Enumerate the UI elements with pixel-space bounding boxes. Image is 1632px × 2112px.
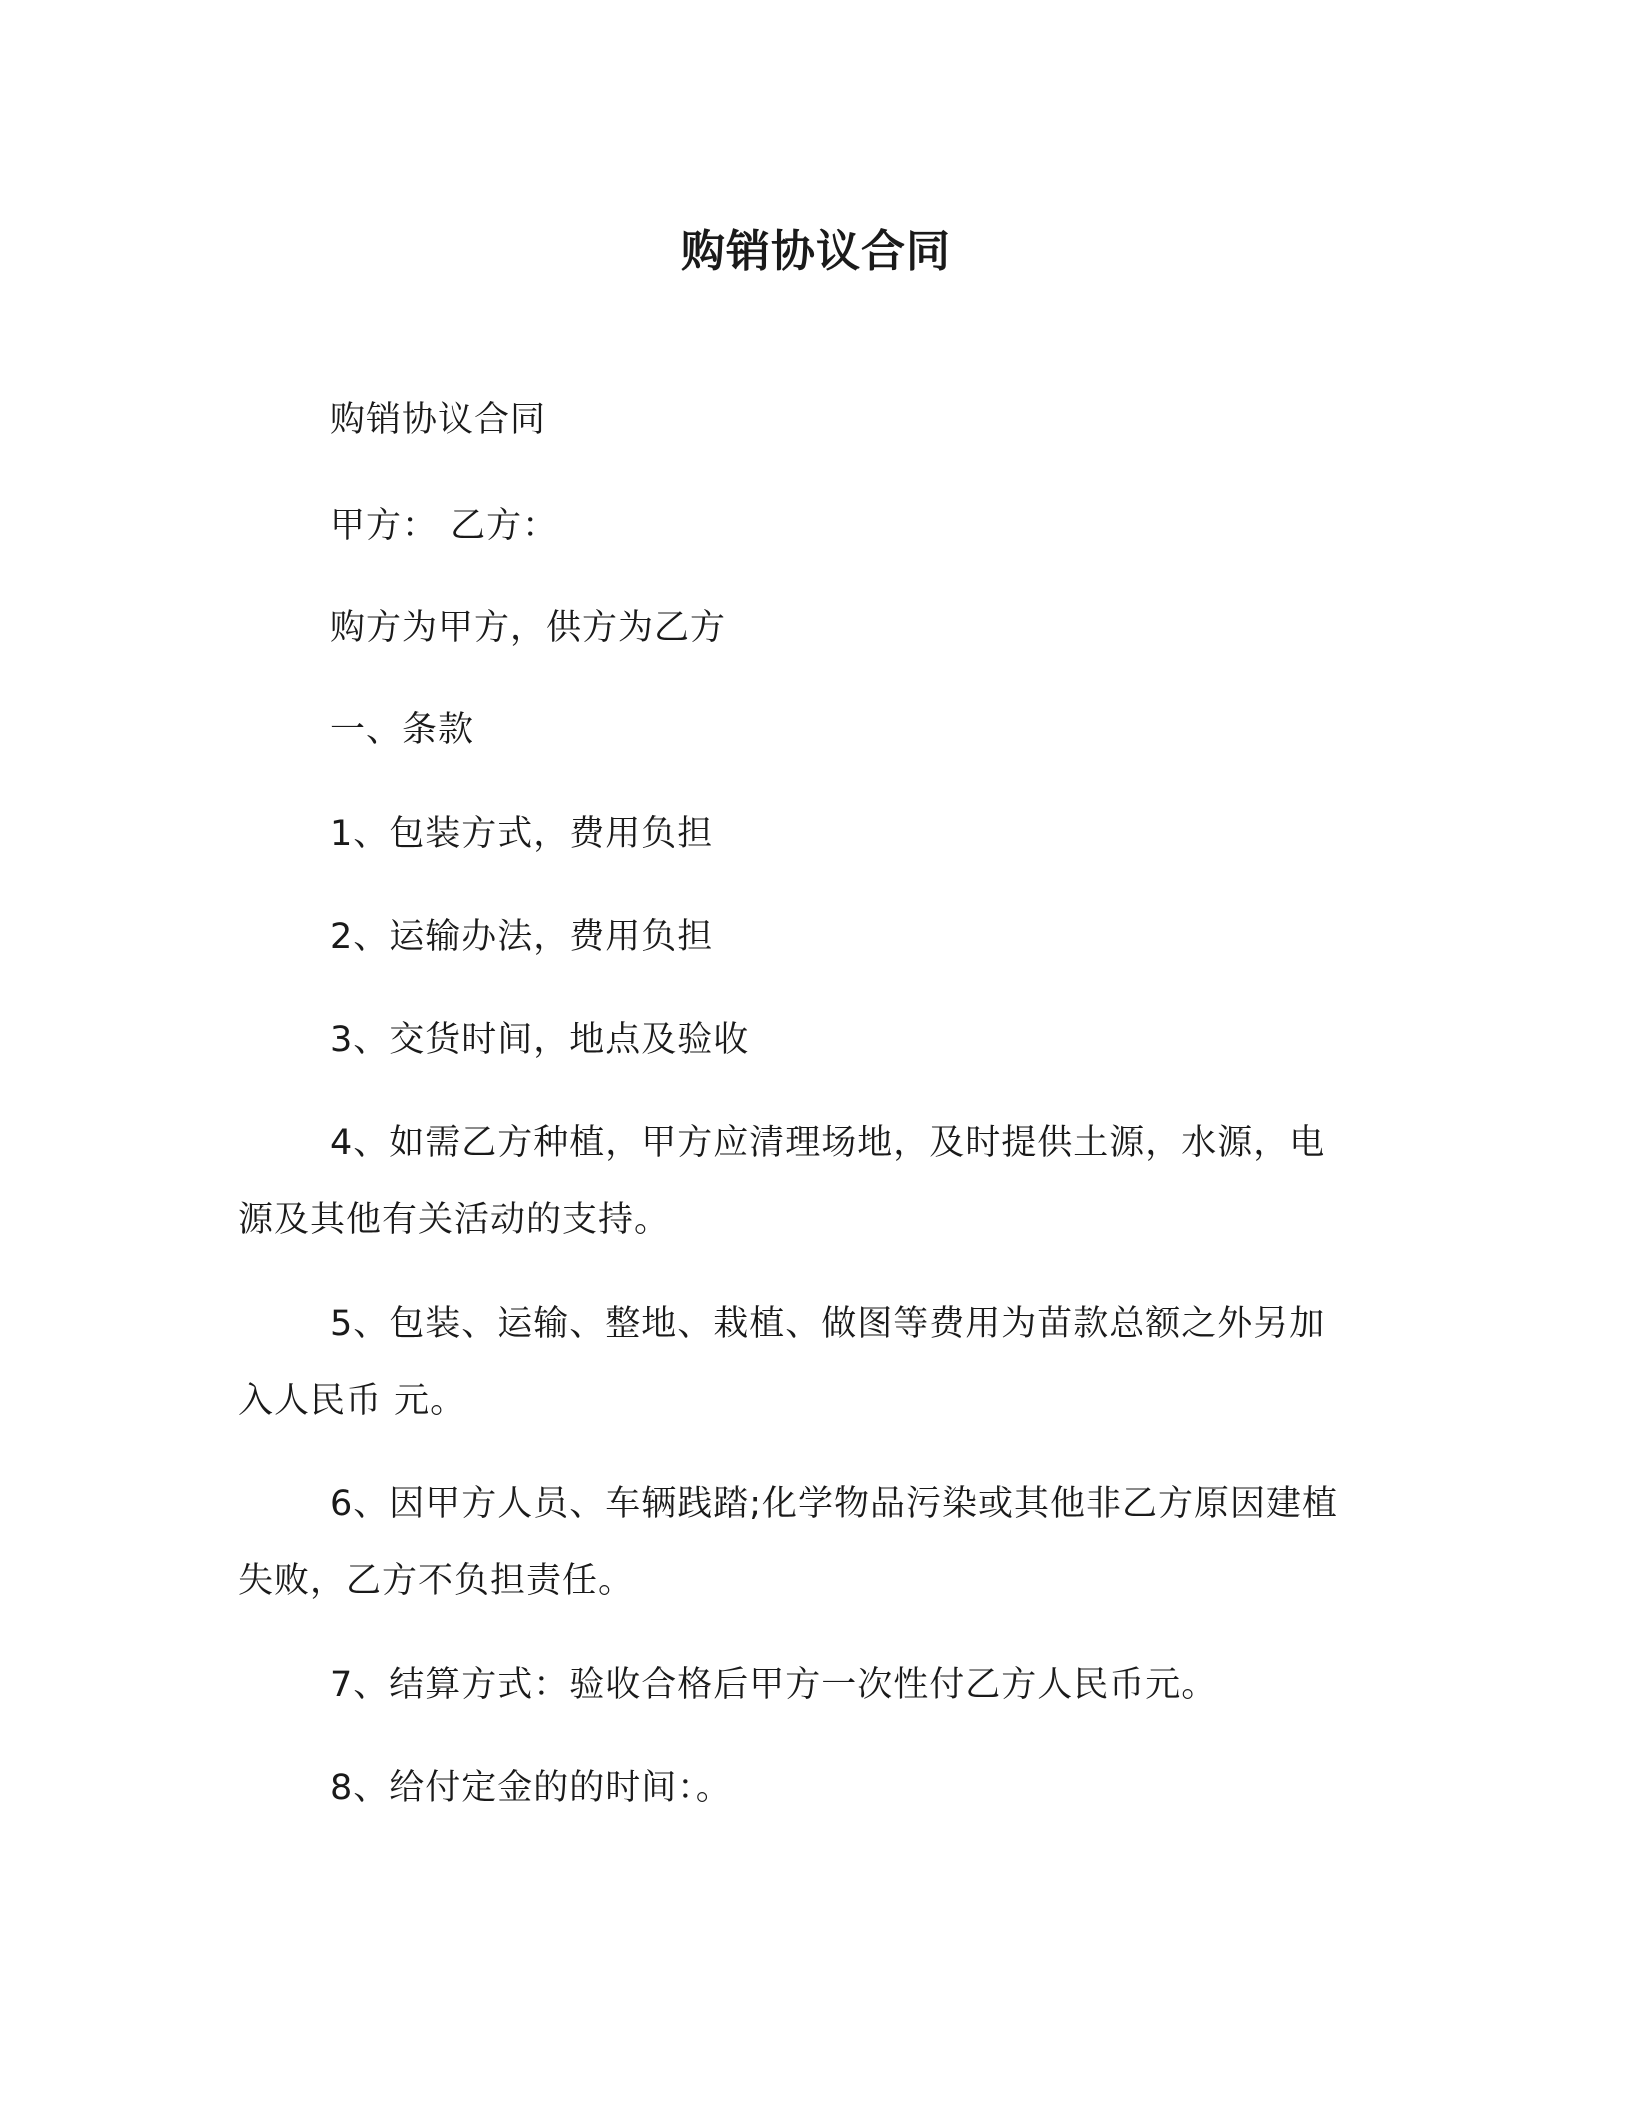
clause-1: 1、包装方式，费用负担 <box>330 814 714 854</box>
clause-2: 2、运输办法，费用负担 <box>330 917 714 957</box>
clause-5-line-1: 5、包装、运输、整地、栽植、做图等费用为苗款总额之外另加 <box>330 1304 1326 1344</box>
clause-4-line-1: 4、如需乙方种植，甲方应清理场地，及时提供土源，水源，电 <box>330 1123 1326 1163</box>
clause-6-line-2: 失败，乙方不负担责任。 <box>238 1561 635 1601</box>
clause-8: 8、给付定金的的时间：。 <box>330 1768 732 1808</box>
parties-line: 甲方： 乙方： <box>330 506 559 546</box>
clause-4-line-2: 源及其他有关活动的支持。 <box>238 1200 671 1240</box>
paragraph: 购方为甲方，供方为乙方 <box>330 608 727 648</box>
clause-3: 3、交货时间，地点及验收 <box>330 1020 750 1060</box>
paragraph: 购销协议合同 <box>330 400 547 440</box>
clause-5-line-2: 入人民币 元。 <box>238 1381 467 1421</box>
clause-6-line-1: 6、因甲方人员、车辆践踏;化学物品污染或其他非乙方原因建植 <box>330 1484 1339 1524</box>
clause-7: 7、结算方式：验收合格后甲方一次性付乙方人民币元。 <box>330 1665 1218 1705</box>
document-title: 购销协议合同 <box>681 226 951 277</box>
section-heading: 一、条款 <box>330 710 475 750</box>
